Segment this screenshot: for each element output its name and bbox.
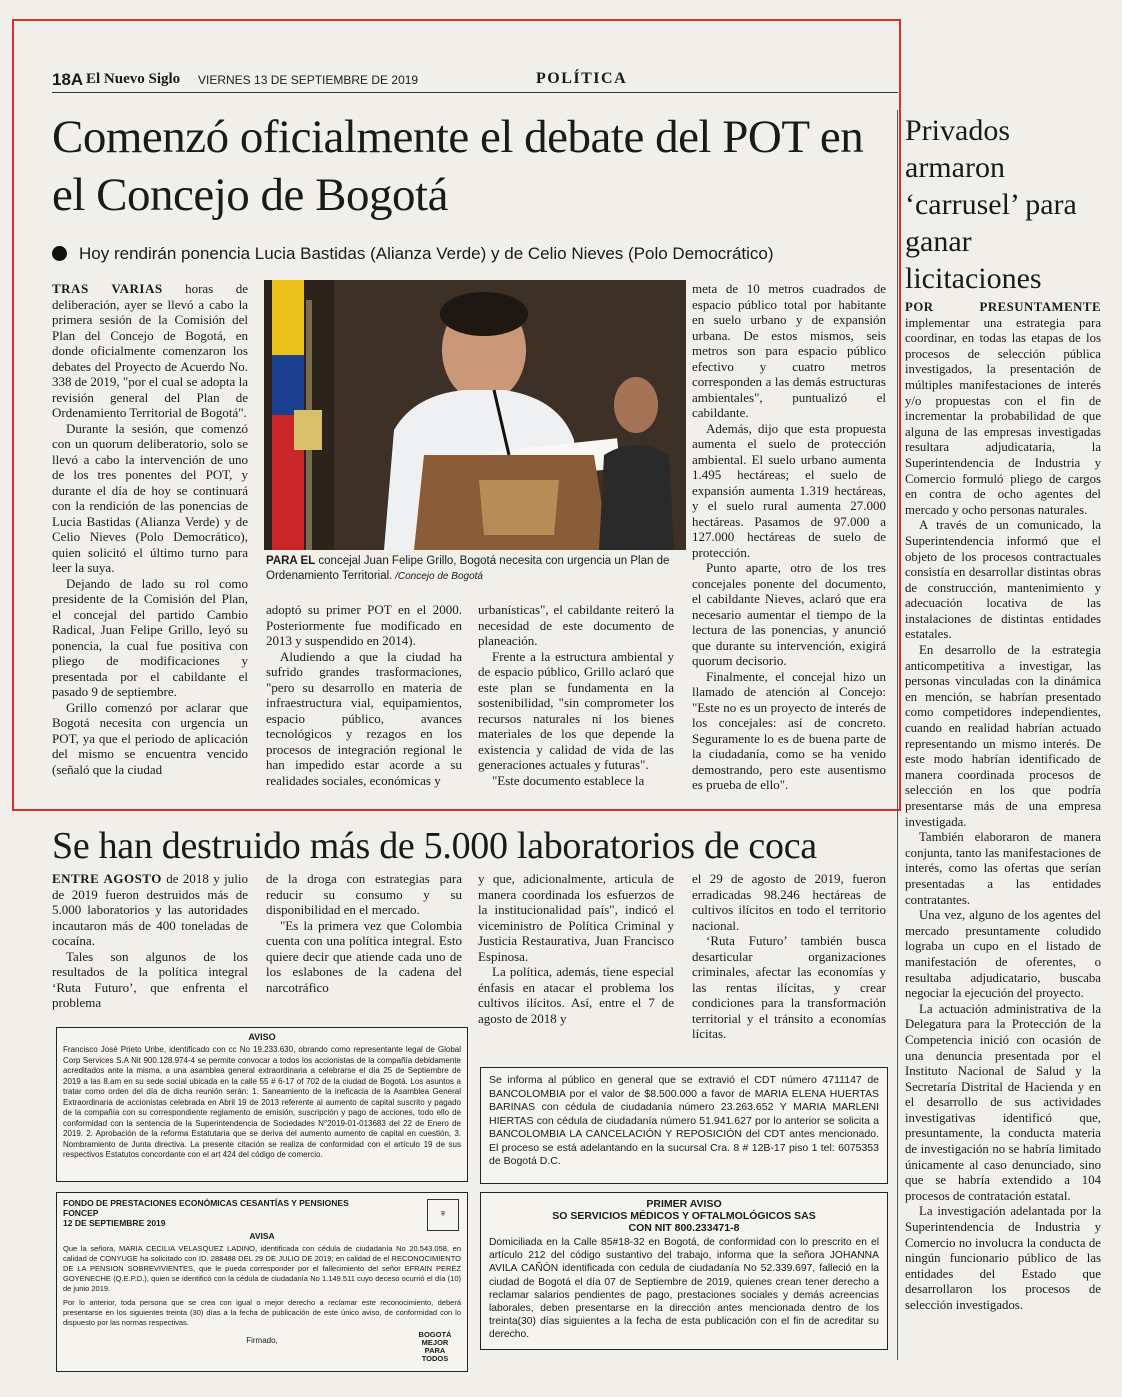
paragraph: Durante la sesión, que comenzó con un quorum deliberatorio, solo se llevó a cabo la intervención de uno de los tres ponentes del POT, y durante el día de hoy se continuará con la rendición de las ponencias de Lucia Bastidas (Alianza Verde) y de Celio Nieves (Polo Democrático), quien solicitó el último turno para leer la suya.: [52, 420, 248, 575]
main-column-3: [478, 602, 674, 788]
issue-date: VIERNES 13 DE SEPTIEMBRE DE 2019: [198, 73, 419, 87]
foncep-ad: [56, 1192, 468, 1372]
paragraph: y que, adicionalmente, articula de manera coordinada los esfuerzos de la institucionalidad país", indicó el viceministro de Política Criminal y Justicia Restaurativa, Juan Francisco Espinosa.: [478, 871, 674, 964]
paragraph: Aludiendo a que la ciudad ha sufrido grandes trasformaciones, "pero su desarrollo en materia de infraestructura vial, equipamientos, espacio público, avances tecnológicos y rezagos en los procesos de integración regional le han impedido estar acorde a su realidades sociales, económicas y: [266, 648, 462, 788]
main-column-1: [52, 281, 248, 777]
paragraph: [52, 871, 248, 949]
main-column-2: [266, 602, 462, 788]
aviso-ad: [56, 1027, 468, 1182]
cdt-ad: [480, 1067, 888, 1184]
page-header: [52, 70, 902, 92]
newspaper-name: El Nuevo Siglo: [86, 71, 181, 87]
photo-illustration: [264, 280, 686, 550]
side-headline: Privados armaron ‘carrusel’ para ganar licitaciones: [905, 114, 1077, 295]
paragraph: urbanísticas", el cabildante reiteró la necesidad de este documento de planeación.: [478, 602, 674, 648]
primer-aviso-ad: [480, 1192, 888, 1350]
ad-subtitle: AVISA: [249, 1231, 275, 1241]
column-divider: [897, 110, 898, 1360]
main-subhead: [52, 244, 892, 264]
paragraph: También elaboraron de manera conjunta, tanto las manifestaciones de interés, como las ofertas que serían presentadas a las entidades contratantes.: [905, 830, 1101, 907]
paragraph: Tales son algunos de los resultados de la política integral ‘Ruta Futuro’, que enfrenta el problema: [52, 948, 248, 1010]
section-name: POLÍTICA: [536, 70, 628, 87]
page-number: 18A: [52, 70, 84, 89]
paragraph: La política, además, tiene especial énfasis en atacar el problema los cultivos ilícitos. Así, entre el 7 de agosto de 2018 y: [478, 964, 674, 1026]
main-column-4: [692, 281, 886, 793]
ad-text: Que la señora, MARIA CECILIA VELASQUEZ LADINO, identificada con cédula de ciudadanía No 20.543.058, en calidad de CONYUGE ha solicitado con ID. 288488 DEL 29 DE JULIO DE 2019; en calidad de el RECONOCIMIENTO DE LA PENSION SOBREVIVIENTES, que le pueda corresponder por el fallecimiento del señor EFRAIN PEREZ GOYENECHE (Q.E.P.D.), quien se identificó con la cédula de ciudadanía No 1.149.511 cuyo deceso ocurrió el día (10) de junio 2019.: [63, 1244, 461, 1293]
lead-in: TRAS VARIAS: [52, 281, 163, 296]
paragraph: Además, dijo que esta propuesta aumenta el suelo de protección ambiental. El suelo urbano aumenta 1.495 hectáreas; el suelo de expansión aumenta 1.319 hectáreas, y el suelo rural aumenta 27.000 hectáreas. Pasamos de 97.000 a 127.000 hectáreas de suelo de protección.: [692, 420, 886, 560]
bullet-icon: [52, 246, 67, 261]
lead-in: POR PRESUNTAMENTE: [905, 300, 1101, 314]
paragraph: La investigación adelantada por la Superintendencia de Industria y Comercio no involucra la conducta de ningún funcionario público de las entidades del Estado que desarrollaron los procesos de selección investigados.: [905, 1204, 1101, 1312]
ad-nit: CON NIT 800.233471-8: [628, 1222, 740, 1234]
paragraph: el 29 de agosto de 2019, fueron erradicadas 98.246 hectáreas de cultivos ilícitos en todo el territorio nacional.: [692, 871, 886, 933]
paragraph: Grillo comenzó por aclarar que Bogotá necesita con urgencia un POT, ya que el periodo de aplicación del mismo se encuentra vencido (señaló que la ciudad: [52, 699, 248, 777]
paragraph: [905, 300, 1101, 518]
coca-column-4: [692, 871, 886, 1042]
side-column: [905, 300, 1101, 1314]
ad-text: Francisco José Prieto Uribe, identificado con cc No 19.233.630, obrando como representante legal de Global Corp Services S.A Nit 900.128.974-4 se permite convocar a todos los accionistas de la compañía debidamente acreditados ante la misma, a una asamblea general extraordinaria a celebrarse el día 25 de Septiembre de 2019 a las 8.am en su sede social ubicada en la calle 55 # 6-17 of 702 de la ciudad de Bogotá. Los asuntos a tratar como orden del día de dicha reunión serán: 1. Saneamiento de la ineficacia de la Asamblea General Extraordinaria de accionistas celebrada en Abril 19 de 2013 referente al aumento de capital suscrito y pagado de la compañía con su correspondiente reglamento de emisión, suscripción y pago de acciones, todo ello de conformidad con la sentencia de la Superintendencia de Sociedades N°2019-01-013683 del 22 de Enero de 2019. 2. Aprobación de la reforma Estatutaria que se deriva del aumento aumento de capital en cuestión, 3. Nombramiento de Junta directiva. La presente citación se realiza de conformidad con el artículo 19 de sus respectivos Estatutos concordante con el art 424 del código de comercio.: [63, 1045, 461, 1159]
ad-text: Por lo anterior, toda persona que se crea con igual o mejor derecho a reclamar este reconocimiento, deberá presentarse en los siguientes treinta (30) días a la fecha de publicación de este único aviso, de conformidad con lo dispuesto por las normas respectivas.: [63, 1298, 461, 1327]
paragraph: meta de 10 metros cuadrados de espacio público total por habitante en suelo urbano y de expansión urbana. De estos mismos, seis metros son para espacio público efectivo y cuatro metros corresponden a las demás estructuras ambientales", puntualizó el cabildante.: [692, 281, 886, 420]
paragraph: "Este documento establece la: [492, 772, 645, 788]
ad-title: PRIMER AVISO: [646, 1198, 722, 1210]
caption-text: concejal Juan Felipe Grillo, Bogotá necesita con urgencia un Plan de Ordenamiento Territorial.: [266, 555, 670, 582]
paragraph: adoptó su primer POT en el 2000. Posteriormente fue modificado en 2013 y suspendido en 2014).: [266, 602, 462, 648]
ad-title: AVISO: [248, 1032, 276, 1042]
coca-column-1: [52, 871, 248, 1011]
photo-credit: /Concejo de Bogotá: [392, 571, 483, 582]
header-rule: [52, 92, 898, 93]
ad-signature: Firmado,: [246, 1336, 278, 1345]
caption-lead: PARA EL: [266, 555, 316, 567]
ad-text: Se informa al público en general que se extravió el CDT número 4711147 de BANCOLOMBIA por el valor de $8.500.000 a favor de MARIA ELENA HUERTAS BARINAS con cédula de ciudadanía número 23.263.652 Y MARIA MARLENI HIERTAS con cédula de ciudadanía número 51.941.627 por lo anterior se solicita a BANCOLOMBIA LA CANCELACIÓN Y REPOSICIÓN del CDT antes mencionado. El proceso se está adelantando en la sucursal Cra. 8 # 12B-17 piso 1 tel: 6075353 de Bogotá D.C.: [489, 1074, 879, 1167]
paragraph: Punto aparte, otro de los tres concejales ponente del documento, el cabildante Nieves, aclaró que era necesario aumentar el tiempo de la lectura de las ponencias, y anunció que durante su intervención, exigirá quorum decisorio.: [692, 560, 886, 668]
coca-headline: Se han destruido más de 5.000 laboratorios de coca: [52, 825, 817, 867]
article-photo: [264, 280, 686, 550]
lead-in: ENTRE AGOSTO: [52, 871, 162, 886]
paragraph: "Es la primera vez que Colombia cuenta con una política integral. Esto quiere decir que atiende cada uno de los eslabones de la cadena del narcotráfico: [266, 917, 462, 995]
paragraph: Una vez, alguno de los agentes del mercado presuntamente coludido lograba un cupo en el listado de manifestación de oferentes, o resultaba adjudicatario, buscaba negociar la ejecución del proyecto.: [905, 908, 1101, 1001]
text: horas de deliberación, ayer se llevó a cabo la primera sesión de la Comisión del Plan del Concejo de Bogotá, en donde oficialmente comenzaron los debates del Proyecto de Acuerdo No. 338 de 2019, "por el cual se adopta la revisión general del Plan de Ordenamiento Territorial de Bogotá".: [52, 281, 248, 420]
paragraph: ‘Ruta Futuro’ también busca desarticular organizaciones criminales, afectar las economías y las rentas ilícitas, y crear condiciones para la transformación territorial y el tránsito a economías lícitas.: [692, 933, 886, 1041]
ad-text: Domiciliada en la Calle 85#18-32 en Bogotá, de conformidad con lo prescrito en el artículo 212 del código sustantivo del trabajo, informa que la señora JOHANNA AVILA CAÑÓN identificada con cedula de ciudadanía No 52.339.697, falleció en la ciudad de Bogotá el día 07 de Septiembre de 2019, quienes crean tener derecho a reclamar salarios pendientes de pago, prestaciones sociales y demás acreencias laborales, deben presentarse en la dirección antes mencionada dentro de los treinta(30) días siguientes a la fecha de esta publicación con el fin de acreditar su derecho.: [489, 1237, 879, 1341]
paragraph: En desarrollo de la estrategia anticompetitiva a investigar, las personas vinculadas con la dinámica en mención, se habrían presentado como competidores independientes, cuando en realidad habrían actuado representando un mismo interés. De este modo habrían identificado de manera coordinada procesos de selección en los que podría presentarse más de una empresa investigada.: [905, 643, 1101, 829]
coca-column-3: [478, 871, 674, 1026]
ad-title: FONDO DE PRESTACIONES ECONÓMICAS CESANTÍAS Y PENSIONES FONCEP: [63, 1198, 349, 1218]
paragraph: La actuación administrativa de la Delegatura para la Protección de la Competencia inició con ocasión de una denuncia presentada por el Instituto Nacional de Salud y la Secretaría Distrital de Hacienda y en el desarrollo de sus actividades investigativas identificó que, presuntamente, la conducta materia de investigación no se habría limitado únicamente al caso denunciado, sino que se habría extendido a 104 procesos de contratación estatal.: [905, 1001, 1101, 1203]
ad-date: 12 DE SEPTIEMBRE 2019: [63, 1218, 166, 1228]
paragraph: Finalmente, el concejal hizo un llamado de atención al Concejo: "Este no es un proyecto de interés de los concejales: así de concreto. Seguramente lo es de buena parte de la ciudadanía, como se ha venido demostrando, pero este ausentismo es prueba de ello".: [692, 668, 886, 792]
paragraph: A través de un comunicado, la Superintendencia informó que el objeto de los procesos contractuales consistía en desarrollar distintas obras de construcción, mantenimiento y adecuación locativa de las instalaciones de distintas entidades estatales.: [905, 518, 1101, 642]
bogota-logo: BOGOTÁ MEJOR PARA TODOS: [418, 1330, 452, 1363]
photo-caption: [266, 554, 686, 584]
text: de 2018 y julio de 2019 fueron destruidos más de 5.000 laboratorios y las autoridades incautaron más de 400 toneladas de cocaína.: [52, 871, 249, 948]
paragraph: Dejando de lado su rol como presidente de la Comisión del Plan, el concejal del partido Cambio Radical, Juan Felipe Grillo, leyó su ponencia, la cual fue positiva con pliego de modificaciones y presentada por el cabildante el pasado 9 de septiembre.: [52, 575, 248, 699]
text: implementar una estrategia para coordinar, en todas las etapas de los procesos de selección pública investigados, la presentación de múltiples manifestaciones de interés y/o propuestas con el fin de incrementar la probabilidad de que alguna de las empresas investigadas resultara adjudicataria, la Superintendencia de Industria y Comercio formuló pliego de cargos en contra de ocho agentes del mercado y ocho personas naturales.: [905, 315, 1101, 517]
subhead-text: Hoy rendirán ponencia Lucia Bastidas (Alianza Verde) y de Celio Nieves (Polo Democrático): [79, 244, 774, 263]
ad-company: SO SERVICIOS MÉDICOS Y OFTALMOLÓGICOS SAS: [552, 1210, 816, 1222]
main-headline: Comenzó oficialmente el debate del POT en el Concejo de Bogotá: [52, 111, 864, 221]
paragraph: de la droga con estrategias para reducir su consumo y su disponibilidad en el mercado.: [266, 871, 462, 917]
paragraph: Frente a la estructura ambiental y de espacio público, Grillo aclaró que este plan se fundamenta en la sostenibilidad, "sin comprometer los recursos naturales ni los bienes materiales de los que depende la existencia y calidad de vida de las generaciones actuales y futuras".: [478, 648, 674, 772]
crest-icon: ⛨: [427, 1199, 459, 1231]
coca-column-2: [266, 871, 462, 995]
paragraph: [52, 281, 248, 421]
